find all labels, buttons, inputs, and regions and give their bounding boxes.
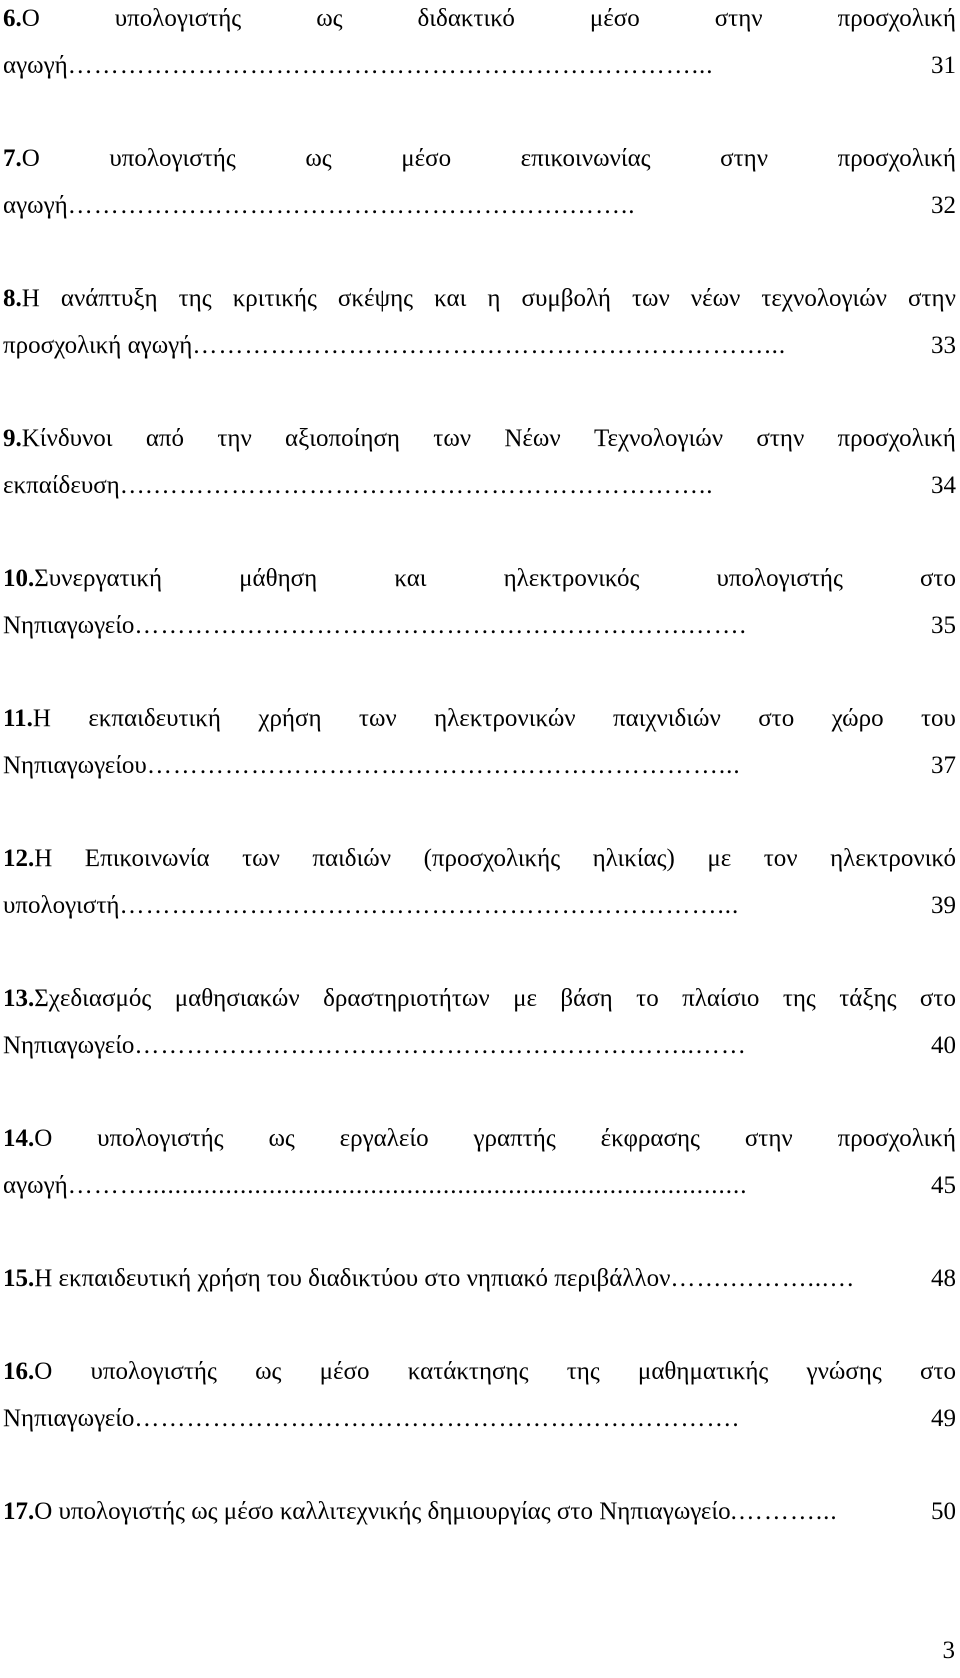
toc-entry-title-tail: προσχολική αγωγή — [3, 332, 193, 359]
toc-entry-leader-dots: ……………………………………………………………... — [119, 892, 740, 919]
page-number: 3 — [942, 1637, 955, 1664]
toc-entry — [3, 420, 956, 560]
toc-entry-word: προσχολική — [837, 5, 956, 32]
toc-entry-leader-line — [3, 607, 956, 654]
toc-entry-leader-dots: ……………………………………………………….……. — [134, 612, 747, 639]
toc-entry-number: 13. — [3, 985, 35, 1012]
toc-entry-word: προσχολική — [837, 145, 956, 172]
toc-entry-title-line — [3, 420, 956, 467]
toc-entry-number: 11. — [3, 705, 33, 732]
toc-entry-leader-line — [3, 1027, 956, 1074]
toc-entry-word: έκφρασης — [600, 1125, 700, 1152]
toc-entry-word: νέων — [690, 285, 741, 312]
toc-entry-heading — [3, 980, 151, 1027]
toc-entry-word: Συνεργατική — [34, 565, 163, 592]
toc-entry-leader-line — [3, 747, 956, 794]
toc-entry-word: ηλικίας) — [592, 845, 675, 872]
toc-entry-page: 32 — [931, 192, 956, 219]
toc-entry-word: κατάκτησης — [407, 1358, 529, 1385]
toc-entry-page: 48 — [931, 1265, 956, 1292]
toc-entry-word: Η — [34, 845, 53, 872]
toc-entry-word: των — [242, 845, 280, 872]
toc-entry-leader-dots: ………………………………………………….…….. — [67, 192, 636, 219]
toc-entry-leader-line — [3, 1260, 956, 1307]
toc-entry-heading — [3, 560, 162, 607]
toc-entry-word: πλαίσιο — [682, 985, 760, 1012]
toc-entry-word: βάση — [560, 985, 613, 1012]
toc-entry-word: γνώσης — [806, 1358, 882, 1385]
toc-entry-number: 14. — [3, 1125, 35, 1152]
toc-entry-word: εκπαιδευτική — [88, 705, 221, 732]
toc-entry-word: με — [707, 845, 732, 872]
toc-entry-word: παιδιών — [312, 845, 392, 872]
toc-entry-word: την — [217, 425, 252, 452]
toc-entry-word: Ο — [21, 5, 40, 32]
toc-entry-leader-dots: …………………………………………………………... — [192, 332, 787, 359]
toc-entry-word: του — [920, 705, 956, 732]
toc-entry-word: Ο — [34, 1125, 53, 1152]
toc-entry-title-tail: Νηπιαγωγείο — [3, 612, 135, 639]
toc-entry-word: μάθηση — [239, 565, 318, 592]
toc-entry-word: ως — [268, 1125, 295, 1152]
toc-entry — [3, 1493, 956, 1586]
toc-entry-leader-dots: ……………………………………………………………. — [134, 1405, 740, 1432]
toc-entry-title-line — [3, 980, 956, 1027]
toc-entry-word: η — [487, 285, 501, 312]
toc-entry-word: Ο — [21, 145, 40, 172]
toc-entry-number: 6. — [3, 5, 22, 32]
toc-entry-page: 39 — [931, 892, 956, 919]
toc-entry-word: της — [782, 985, 816, 1012]
toc-entry-word: στην — [744, 1125, 793, 1152]
toc-entry-heading — [3, 140, 40, 187]
toc-entry-word: Επικοινωνία — [84, 845, 210, 872]
toc-entry-page: 34 — [931, 472, 956, 499]
toc-entry-word: μαθησιακών — [174, 985, 300, 1012]
toc-entry-leader-line — [3, 887, 956, 934]
toc-entry-heading — [3, 280, 40, 327]
toc-entry-word: μέσο — [401, 145, 452, 172]
toc-entry-word: δραστηριοτήτων — [323, 985, 490, 1012]
toc-entry-word: στο — [919, 565, 956, 592]
toc-entry-number: 10. — [3, 565, 35, 592]
toc-entry-word: υπολογιστής — [109, 145, 236, 172]
toc-entry-heading — [3, 0, 40, 47]
toc-entry-page: 31 — [931, 52, 956, 79]
toc-entry-word: στο — [919, 1358, 956, 1385]
toc-entry-leader-line — [3, 47, 956, 94]
toc-entry-page: 33 — [931, 332, 956, 359]
toc-entry — [3, 840, 956, 980]
toc-entry-page: 50 — [931, 1498, 956, 1525]
toc-entry — [3, 1120, 956, 1260]
toc-entry-page: 40 — [931, 1032, 956, 1059]
toc-entry-word: ως — [305, 145, 332, 172]
toc-entry-title-tail: εκπαίδευση — [3, 472, 120, 499]
toc-entry-word: διδακτικό — [417, 5, 515, 32]
toc-entry — [3, 700, 956, 840]
toc-entry-word: ως — [255, 1358, 282, 1385]
toc-entry-word: των — [631, 285, 670, 312]
toc-entry-word: και — [394, 565, 427, 592]
toc-entry-number: 17. — [3, 1498, 35, 1525]
toc-entry-number: 15. — [3, 1265, 35, 1292]
toc-entry-word: ανάπτυξη — [60, 285, 158, 312]
toc-entry-number: 16. — [3, 1358, 35, 1385]
toc-entry-word: στην — [756, 425, 805, 452]
toc-entry-title-line — [3, 280, 956, 327]
toc-entry-title: Ο υπολογιστής ως μέσο καλλιτεχνικής δημιουργίας στο Νηπιαγωγείο — [34, 1498, 731, 1525]
toc-entry — [3, 980, 956, 1120]
toc-entry-word: Ο — [34, 1358, 53, 1385]
toc-entry — [3, 280, 956, 420]
toc-entry-leader-dots: ………………………………………………………..…… — [134, 1032, 747, 1059]
toc-entry-leader-dots: ………................................................................................... — [67, 1172, 748, 1199]
toc-entry-word: επικοινωνίας — [520, 145, 651, 172]
toc-entry-title-line — [3, 1120, 956, 1167]
toc-entry — [3, 560, 956, 700]
toc-entry-word: και — [434, 285, 467, 312]
toc-entry-title-tail: αγωγή — [3, 1172, 68, 1199]
toc-entry-word: Τεχνολογιών — [593, 425, 724, 452]
toc-entry-title-tail: Νηπιαγωγείο — [3, 1032, 135, 1059]
toc-entry-word: τον — [763, 845, 798, 872]
toc-entry-title-line — [3, 1353, 956, 1400]
toc-entry — [3, 1353, 956, 1493]
toc-entry-word: μέσο — [589, 5, 640, 32]
table-of-contents — [3, 0, 956, 1586]
toc-entry-leader-line — [3, 1167, 956, 1214]
toc-entry-word: ηλεκτρονικός — [503, 565, 640, 592]
toc-entry-word: με — [513, 985, 537, 1012]
toc-entry-word: Η — [21, 285, 40, 312]
toc-entry-heading — [3, 700, 51, 747]
toc-entry-heading — [3, 1120, 52, 1167]
toc-entry-word: της — [178, 285, 212, 312]
toc-entry-number: 12. — [3, 845, 35, 872]
toc-entry-leader-dots: .………... — [730, 1498, 838, 1525]
toc-entry-number: 7. — [3, 145, 22, 172]
toc-entry-page: 45 — [931, 1172, 956, 1199]
toc-entry-word: υπολογιστής — [114, 5, 242, 32]
toc-entry-word: των — [358, 705, 397, 732]
toc-entry-word: στο — [919, 985, 956, 1012]
toc-entry-leader-dots: ………………………………………………………………... — [67, 52, 714, 79]
toc-entry-word: στην — [714, 5, 763, 32]
toc-entry-title-tail: αγωγή — [3, 192, 68, 219]
toc-entry-word: Νέων — [504, 425, 561, 452]
toc-entry-leader-line — [3, 1493, 956, 1540]
toc-entry-word: προσχολική — [837, 425, 956, 452]
toc-entry-word: Κίνδυνοι — [21, 425, 113, 452]
toc-entry-word: κριτικής — [232, 285, 317, 312]
toc-entry-title-tail: Νηπιαγωγείο — [3, 1405, 135, 1432]
toc-entry-page: 49 — [931, 1405, 956, 1432]
toc-entry-title-line — [3, 560, 956, 607]
toc-entry-number: 8. — [3, 285, 22, 312]
toc-entry-word: στο — [758, 705, 795, 732]
toc-entry-heading — [3, 840, 52, 887]
toc-entry-word: προσχολική — [837, 1125, 956, 1152]
toc-entry-word: χώρο — [831, 705, 884, 732]
toc-entry-title-line — [3, 140, 956, 187]
toc-entry-word: σκέψης — [337, 285, 414, 312]
toc-entry-title-tail: υπολογιστή — [3, 892, 120, 919]
toc-entry-word: ηλεκτρονικών — [434, 705, 576, 732]
toc-entry-word: υπολογιστής — [97, 1125, 224, 1152]
toc-entry-word: υπολογιστής — [716, 565, 843, 592]
toc-entry-title: Η εκπαιδευτική χρήση του διαδικτύου στο νηπιακό περιβάλλον — [34, 1265, 671, 1292]
toc-entry-heading — [3, 1353, 52, 1400]
toc-entry-word: (προσχολικής — [423, 845, 561, 872]
toc-entry — [3, 0, 956, 140]
toc-entry — [3, 1260, 956, 1353]
toc-entry-word: γραπτής — [473, 1125, 556, 1152]
toc-entry-word: χρήση — [258, 705, 322, 732]
toc-entry — [3, 140, 956, 280]
toc-entry-title-line — [3, 0, 956, 47]
toc-entry-title-line — [3, 840, 956, 887]
toc-entry-word: της — [566, 1358, 600, 1385]
toc-entry-word: τεχνολογιών — [761, 285, 887, 312]
toc-entry-page: 37 — [931, 752, 956, 779]
toc-entry-word: παιχνιδιών — [612, 705, 721, 732]
toc-entry-page: 35 — [931, 612, 956, 639]
toc-entry-word: συμβολή — [521, 285, 611, 312]
toc-entry-heading — [3, 420, 113, 467]
toc-entry-leader-dots: ….……………………………………………………….. — [119, 472, 714, 499]
toc-entry-word: εργαλείο — [339, 1125, 429, 1152]
toc-entry-leader-line — [3, 187, 956, 234]
toc-entry-word: Σχεδιασμός — [34, 985, 152, 1012]
toc-entry-word: στην — [908, 285, 956, 312]
toc-entry-word: τάξης — [839, 985, 897, 1012]
toc-entry-number: 9. — [3, 425, 22, 452]
toc-entry-leader-line — [3, 467, 956, 514]
toc-entry-title-tail: αγωγή — [3, 52, 68, 79]
toc-entry-word: μαθηματικής — [637, 1358, 769, 1385]
toc-entry-word: ως — [316, 5, 343, 32]
toc-entry-word: των — [433, 425, 472, 452]
toc-entry-word: Η — [32, 705, 51, 732]
toc-entry-leader-line — [3, 327, 956, 374]
toc-entry-leader-dots: …………………………………………………………... — [146, 752, 741, 779]
toc-entry-word: αξιοποίηση — [285, 425, 400, 452]
toc-entry-title-line — [3, 700, 956, 747]
toc-entry-word: μέσο — [319, 1358, 370, 1385]
toc-entry-leader-line — [3, 1400, 956, 1447]
toc-entry-word: ηλεκτρονικό — [830, 845, 956, 872]
toc-entry-word: το — [636, 985, 659, 1012]
toc-entry-word: υπολογιστής — [90, 1358, 217, 1385]
toc-entry-title-tail: Νηπιαγωγείου — [3, 752, 147, 779]
toc-entry-word: στην — [720, 145, 769, 172]
toc-entry-leader-dots: …….………...… — [670, 1265, 856, 1292]
toc-entry-word: από — [145, 425, 185, 452]
